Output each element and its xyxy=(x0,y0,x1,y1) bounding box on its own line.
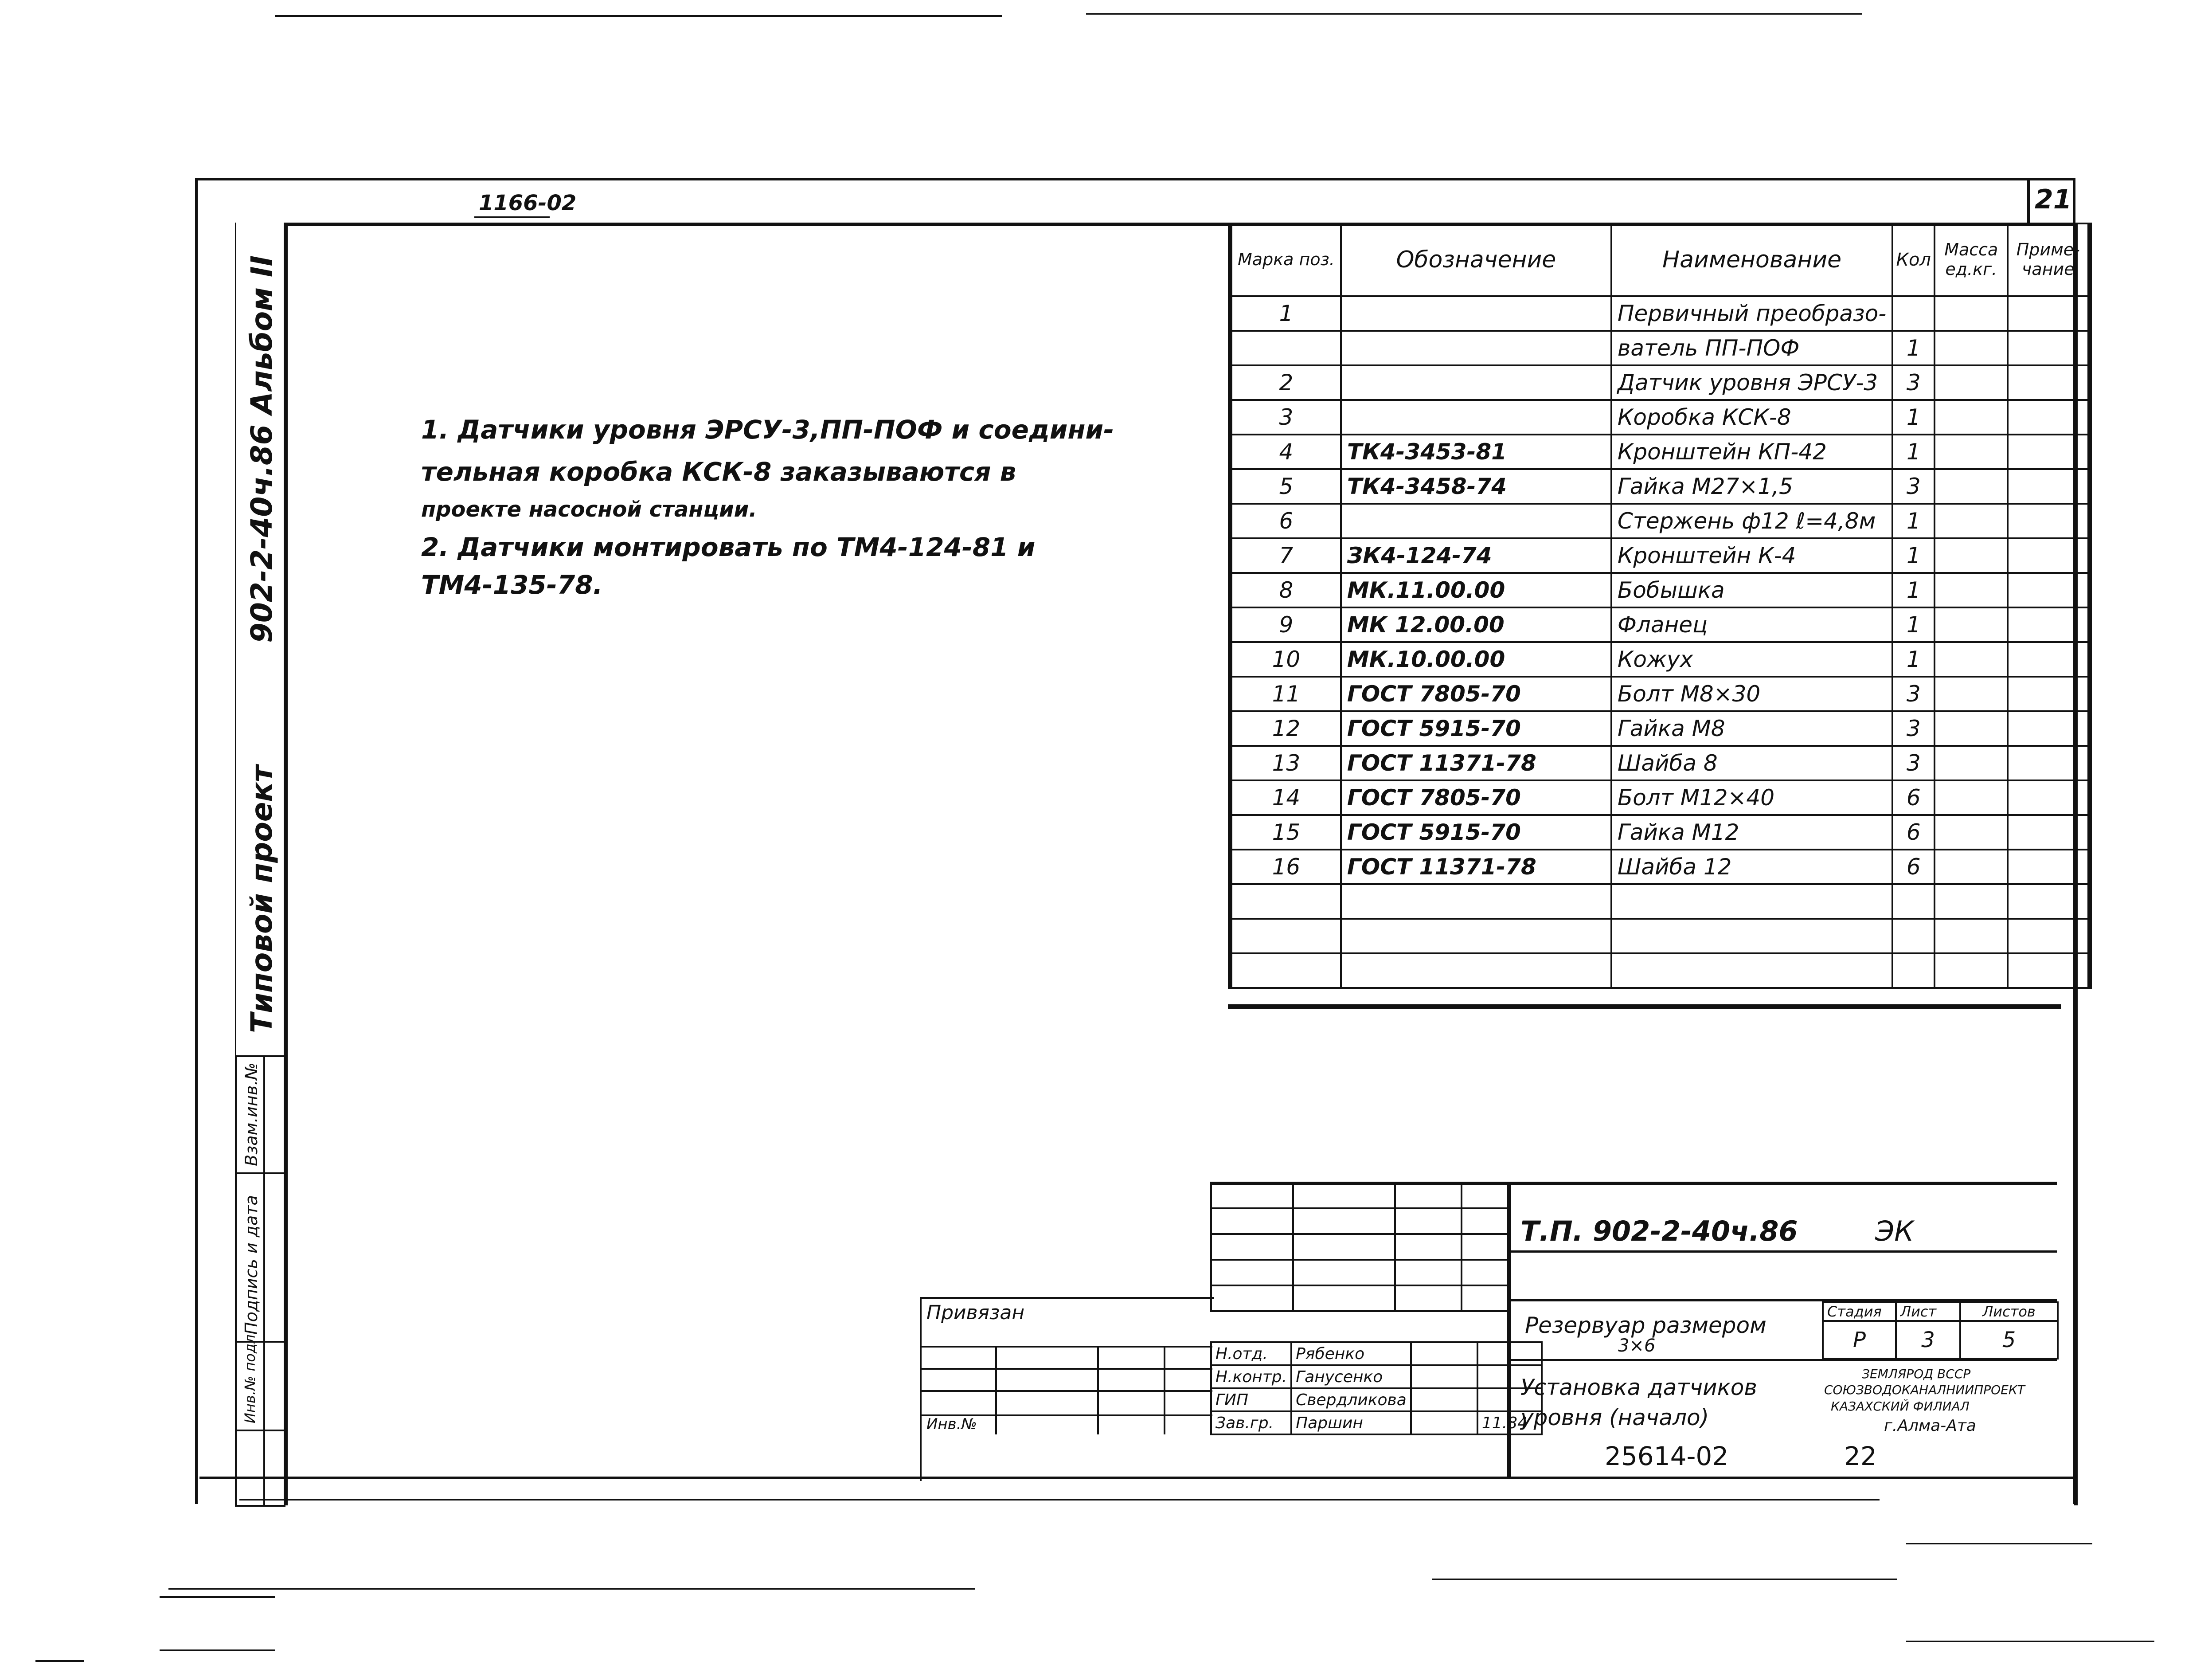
attached-block xyxy=(920,1297,1214,1481)
cell-mass xyxy=(1935,919,2008,953)
cell-mass xyxy=(1935,677,2008,711)
cell-name: Болт М12×40 xyxy=(1611,780,1892,815)
sheet-title-1: Установка датчиков xyxy=(1520,1375,1757,1400)
cell-designation: МК 12.00.00 xyxy=(1341,607,1611,642)
cell-mark: 1 xyxy=(1230,296,1341,331)
cell-qty: 6 xyxy=(1892,850,1935,884)
attached-row xyxy=(920,1390,1212,1392)
attached-col xyxy=(995,1346,997,1434)
cell-note xyxy=(2008,780,2090,815)
cell-name: Стержень ф12 ℓ=4,8м xyxy=(1611,504,1892,538)
cell-designation xyxy=(1341,953,1611,988)
specification-table xyxy=(1228,223,2092,989)
org-line-4: г.Алма-Ата xyxy=(1884,1417,1976,1435)
cell-mass xyxy=(1935,400,2008,435)
table-row xyxy=(1230,607,2090,642)
stage-label: Стадия xyxy=(1823,1302,1896,1321)
cell-mass xyxy=(1935,780,2008,815)
cell-note xyxy=(2008,504,2090,538)
org-line-1: ЗЕМЛЯРОД ВССР xyxy=(1862,1367,1971,1381)
signer-name: Ганусенко xyxy=(1291,1365,1411,1388)
cell-mark: 10 xyxy=(1230,642,1341,677)
project-type-label: Типовой проект xyxy=(245,765,279,1033)
signer-role: Н.контр. xyxy=(1211,1365,1291,1388)
col-note: Приме-чание xyxy=(2008,223,2090,296)
cell-mass xyxy=(1935,953,2008,988)
cell-qty: 1 xyxy=(1892,573,1935,607)
stage-value: Р xyxy=(1823,1321,1896,1359)
cell-mark xyxy=(1230,953,1341,988)
table-row xyxy=(1230,711,2090,746)
stamp-label-sign: Подпись и дата xyxy=(242,1195,261,1335)
signer-row xyxy=(1211,1411,1542,1434)
scan-mark xyxy=(160,1649,275,1651)
cell-mass xyxy=(1935,815,2008,850)
cell-note xyxy=(2008,953,2090,988)
cell-note xyxy=(2008,607,2090,642)
scan-mark xyxy=(1906,1641,2154,1642)
cell-name: Гайка М8 xyxy=(1611,711,1892,746)
cell-mass xyxy=(1935,538,2008,573)
table-row xyxy=(1230,642,2090,677)
cell-qty: 3 xyxy=(1892,746,1935,780)
cell-mass xyxy=(1935,884,2008,919)
note-line-3: проекте насосной станции. xyxy=(421,497,757,522)
cell-mass xyxy=(1935,746,2008,780)
sheet-value: 3 xyxy=(1896,1321,1960,1359)
cell-mark xyxy=(1230,884,1341,919)
cell-designation xyxy=(1341,919,1611,953)
cell-name: Гайка М27×1,5 xyxy=(1611,469,1892,504)
cell-mark: 13 xyxy=(1230,746,1341,780)
note-line-5: ТМ4-135-78. xyxy=(421,570,603,600)
table-row xyxy=(1230,331,2090,365)
cell-qty: 1 xyxy=(1892,538,1935,573)
cell-mark: 8 xyxy=(1230,573,1341,607)
cell-note xyxy=(2008,365,2090,400)
title-top-line xyxy=(1210,1182,2057,1185)
cell-name: ватель ПП-ПОФ xyxy=(1611,331,1892,365)
cell-qty: 6 xyxy=(1892,815,1935,850)
cell-qty: 3 xyxy=(1892,677,1935,711)
cell-name: Шайба 8 xyxy=(1611,746,1892,780)
cell-designation: ГОСТ 5915-70 xyxy=(1341,711,1611,746)
scan-mark xyxy=(160,1596,275,1598)
table-row xyxy=(1230,296,2090,331)
cell-note xyxy=(2008,677,2090,711)
cell-designation: ГОСТ 7805-70 xyxy=(1341,677,1611,711)
signer-row xyxy=(1211,1388,1542,1411)
cell-mark: 12 xyxy=(1230,711,1341,746)
cell-designation xyxy=(1341,504,1611,538)
cell-mark: 14 xyxy=(1230,780,1341,815)
footer-page: 22 xyxy=(1844,1441,1877,1471)
cell-name: Болт М8×30 xyxy=(1611,677,1892,711)
cell-mass xyxy=(1935,435,2008,469)
table-row xyxy=(1230,953,2090,988)
table-row xyxy=(1230,815,2090,850)
table-row xyxy=(1230,850,2090,884)
cell-note xyxy=(2008,435,2090,469)
cell-name: Бобышка xyxy=(1611,573,1892,607)
cell-qty: 3 xyxy=(1892,711,1935,746)
table-row xyxy=(1230,677,2090,711)
cell-mass xyxy=(1935,331,2008,365)
scan-mark xyxy=(168,1588,975,1590)
col-mark: Марка поз. xyxy=(1230,223,1341,296)
cell-name: Кожух xyxy=(1611,642,1892,677)
scan-mark xyxy=(1432,1579,1897,1580)
cell-name: Гайка М12 xyxy=(1611,815,1892,850)
note-line-4: 2. Датчики монтировать по ТМ4-124-81 и xyxy=(421,532,1036,562)
cell-note xyxy=(2008,850,2090,884)
cell-mark: 2 xyxy=(1230,365,1341,400)
table-row xyxy=(1230,538,2090,573)
cell-mark: 15 xyxy=(1230,815,1341,850)
scan-mark xyxy=(35,1660,84,1662)
note-line-2: тельная коробка КСК-8 заказываются в xyxy=(421,457,1016,487)
cell-qty: 1 xyxy=(1892,607,1935,642)
cell-qty: 1 xyxy=(1892,504,1935,538)
cell-mark: 7 xyxy=(1230,538,1341,573)
stamp-label-replace: Взам.инв.№ xyxy=(242,1062,261,1166)
cell-mass xyxy=(1935,607,2008,642)
table-row xyxy=(1230,365,2090,400)
cell-name xyxy=(1611,884,1892,919)
cell-name: Датчик уровня ЭРСУ-3 xyxy=(1611,365,1892,400)
cell-mark: 6 xyxy=(1230,504,1341,538)
table-row xyxy=(1230,884,2090,919)
cell-note xyxy=(2008,642,2090,677)
sheets-label: Листов xyxy=(1960,1302,2058,1321)
cell-mark xyxy=(1230,919,1341,953)
cell-note xyxy=(2008,296,2090,331)
cell-name: Шайба 12 xyxy=(1611,850,1892,884)
cell-qty: 3 xyxy=(1892,365,1935,400)
cell-mass xyxy=(1935,365,2008,400)
cell-note xyxy=(2008,815,2090,850)
table-row xyxy=(1230,400,2090,435)
note-line-1: 1. Датчики уровня ЭРСУ-3,ПП-ПОФ и соедини- xyxy=(421,415,1114,445)
table-row xyxy=(1230,469,2090,504)
cell-qty: 1 xyxy=(1892,331,1935,365)
attached-label: Привязан xyxy=(926,1301,1025,1324)
table-row xyxy=(1230,746,2090,780)
cell-designation: ТК4-3458-74 xyxy=(1341,469,1611,504)
signer-signature xyxy=(1411,1411,1477,1434)
cell-mass xyxy=(1935,711,2008,746)
col-name: Наименование xyxy=(1611,223,1892,296)
cell-note xyxy=(2008,573,2090,607)
col-designation: Обозначение xyxy=(1341,223,1611,296)
table-row xyxy=(1230,573,2090,607)
cell-designation: ГОСТ 11371-78 xyxy=(1341,746,1611,780)
signer-name: Свердликова xyxy=(1291,1388,1411,1411)
cell-name: Первичный преобразо- xyxy=(1611,296,1892,331)
signer-row xyxy=(1211,1365,1542,1388)
cell-qty xyxy=(1892,919,1935,953)
signers-grid xyxy=(1210,1341,1543,1435)
cell-mark: 3 xyxy=(1230,400,1341,435)
cell-designation: ГОСТ 5915-70 xyxy=(1341,815,1611,850)
cell-mass xyxy=(1935,296,2008,331)
cell-mark: 16 xyxy=(1230,850,1341,884)
signer-signature xyxy=(1411,1342,1477,1365)
cell-designation xyxy=(1341,365,1611,400)
signer-signature xyxy=(1411,1365,1477,1388)
cell-note xyxy=(2008,469,2090,504)
table-row xyxy=(1230,435,2090,469)
signer-row xyxy=(1211,1342,1542,1365)
cell-note xyxy=(2008,884,2090,919)
cell-note xyxy=(2008,746,2090,780)
sheet-title-2: уровня (начало) xyxy=(1520,1405,1709,1430)
signer-role: Н.отд. xyxy=(1211,1342,1291,1365)
cell-note xyxy=(2008,538,2090,573)
cell-qty xyxy=(1892,296,1935,331)
sheets-value: 5 xyxy=(1960,1321,2058,1359)
attached-col xyxy=(1164,1346,1165,1434)
stamp-label-inv: Инв.№ подл. xyxy=(242,1330,258,1423)
signer-signature xyxy=(1411,1388,1477,1411)
cell-mass xyxy=(1935,504,2008,538)
signer-name: Рябенко xyxy=(1291,1342,1411,1365)
cell-mark: 4 xyxy=(1230,435,1341,469)
cell-mass xyxy=(1935,850,2008,884)
table-row xyxy=(1230,919,2090,953)
cell-name: Кронштейн КП-42 xyxy=(1611,435,1892,469)
org-line-2: СОЮЗВОДОКАНАЛНИИПРОЕКТ xyxy=(1824,1383,2025,1397)
title-line-1: Резервуар размером xyxy=(1525,1312,1766,1338)
header-underline xyxy=(474,216,550,218)
doc-code: Т.П. 902-2-40ч.86 xyxy=(1520,1215,1798,1247)
col-mass: Масса ед.кг. xyxy=(1935,223,2008,296)
stage-grid xyxy=(1822,1301,2059,1359)
attached-row xyxy=(920,1346,1212,1348)
header-code: 1166-02 xyxy=(479,191,577,215)
frame-bottom-line-outer xyxy=(239,1499,1880,1500)
cell-note xyxy=(2008,919,2090,953)
cell-note xyxy=(2008,711,2090,746)
signer-date xyxy=(1477,1342,1542,1365)
cell-mark: 9 xyxy=(1230,607,1341,642)
signer-date: 11.84 xyxy=(1477,1411,1542,1434)
album-label: 902-2-40ч.86 Альбом II xyxy=(245,255,279,643)
title-mid-line xyxy=(1507,1250,2057,1253)
cell-note xyxy=(2008,331,2090,365)
title-line-2: 3×6 xyxy=(1618,1336,1656,1356)
table-header-row xyxy=(1230,223,2090,296)
cell-qty: 1 xyxy=(1892,400,1935,435)
cell-designation: ГОСТ 11371-78 xyxy=(1341,850,1611,884)
cell-mass xyxy=(1935,469,2008,504)
cell-mark: 11 xyxy=(1230,677,1341,711)
spec-table-bottom xyxy=(1228,1004,2061,1009)
cell-qty xyxy=(1892,884,1935,919)
signer-role: Зав.гр. xyxy=(1211,1411,1291,1434)
doc-mark: ЭК xyxy=(1875,1215,1914,1247)
cell-mark xyxy=(1230,331,1341,365)
cell-name xyxy=(1611,953,1892,988)
cell-designation xyxy=(1341,400,1611,435)
scan-mark xyxy=(275,15,1002,17)
signer-name: Паршин xyxy=(1291,1411,1411,1434)
attached-col xyxy=(1097,1346,1099,1434)
attached-row xyxy=(920,1368,1212,1370)
cell-designation xyxy=(1341,884,1611,919)
cell-mass xyxy=(1935,642,2008,677)
cell-name: Фланец xyxy=(1611,607,1892,642)
cell-name xyxy=(1611,919,1892,953)
cell-qty: 6 xyxy=(1892,780,1935,815)
cell-designation: МК.10.00.00 xyxy=(1341,642,1611,677)
cell-qty: 1 xyxy=(1892,642,1935,677)
cell-designation: ГОСТ 7805-70 xyxy=(1341,780,1611,815)
sheet-number: 21 xyxy=(2035,184,2072,215)
inv-label: Инв.№ xyxy=(926,1415,977,1433)
table-row xyxy=(1230,504,2090,538)
org-line-3: КАЗАХСКИЙ ФИЛИАЛ xyxy=(1831,1399,1970,1414)
col-qty: Кол xyxy=(1892,223,1935,296)
cell-qty: 1 xyxy=(1892,435,1935,469)
cell-note xyxy=(2008,400,2090,435)
cell-designation: ТК4-3453-81 xyxy=(1341,435,1611,469)
cell-designation xyxy=(1341,296,1611,331)
scan-mark xyxy=(1086,13,1862,15)
cell-name: Коробка КСК-8 xyxy=(1611,400,1892,435)
cell-mark: 5 xyxy=(1230,469,1341,504)
cell-qty: 3 xyxy=(1892,469,1935,504)
cell-designation xyxy=(1341,331,1611,365)
cell-name: Кронштейн К-4 xyxy=(1611,538,1892,573)
footer-doc-number: 25614-02 xyxy=(1605,1441,1729,1471)
sheet-label: Лист xyxy=(1896,1302,1960,1321)
cell-designation: ЗК4-124-74 xyxy=(1341,538,1611,573)
cell-qty xyxy=(1892,953,1935,988)
table-row xyxy=(1230,780,2090,815)
scan-mark xyxy=(1906,1543,2092,1544)
signer-role: ГИП xyxy=(1211,1388,1291,1411)
cell-mass xyxy=(1935,573,2008,607)
changes-grid xyxy=(1210,1182,1511,1312)
cell-designation: МК.11.00.00 xyxy=(1341,573,1611,607)
